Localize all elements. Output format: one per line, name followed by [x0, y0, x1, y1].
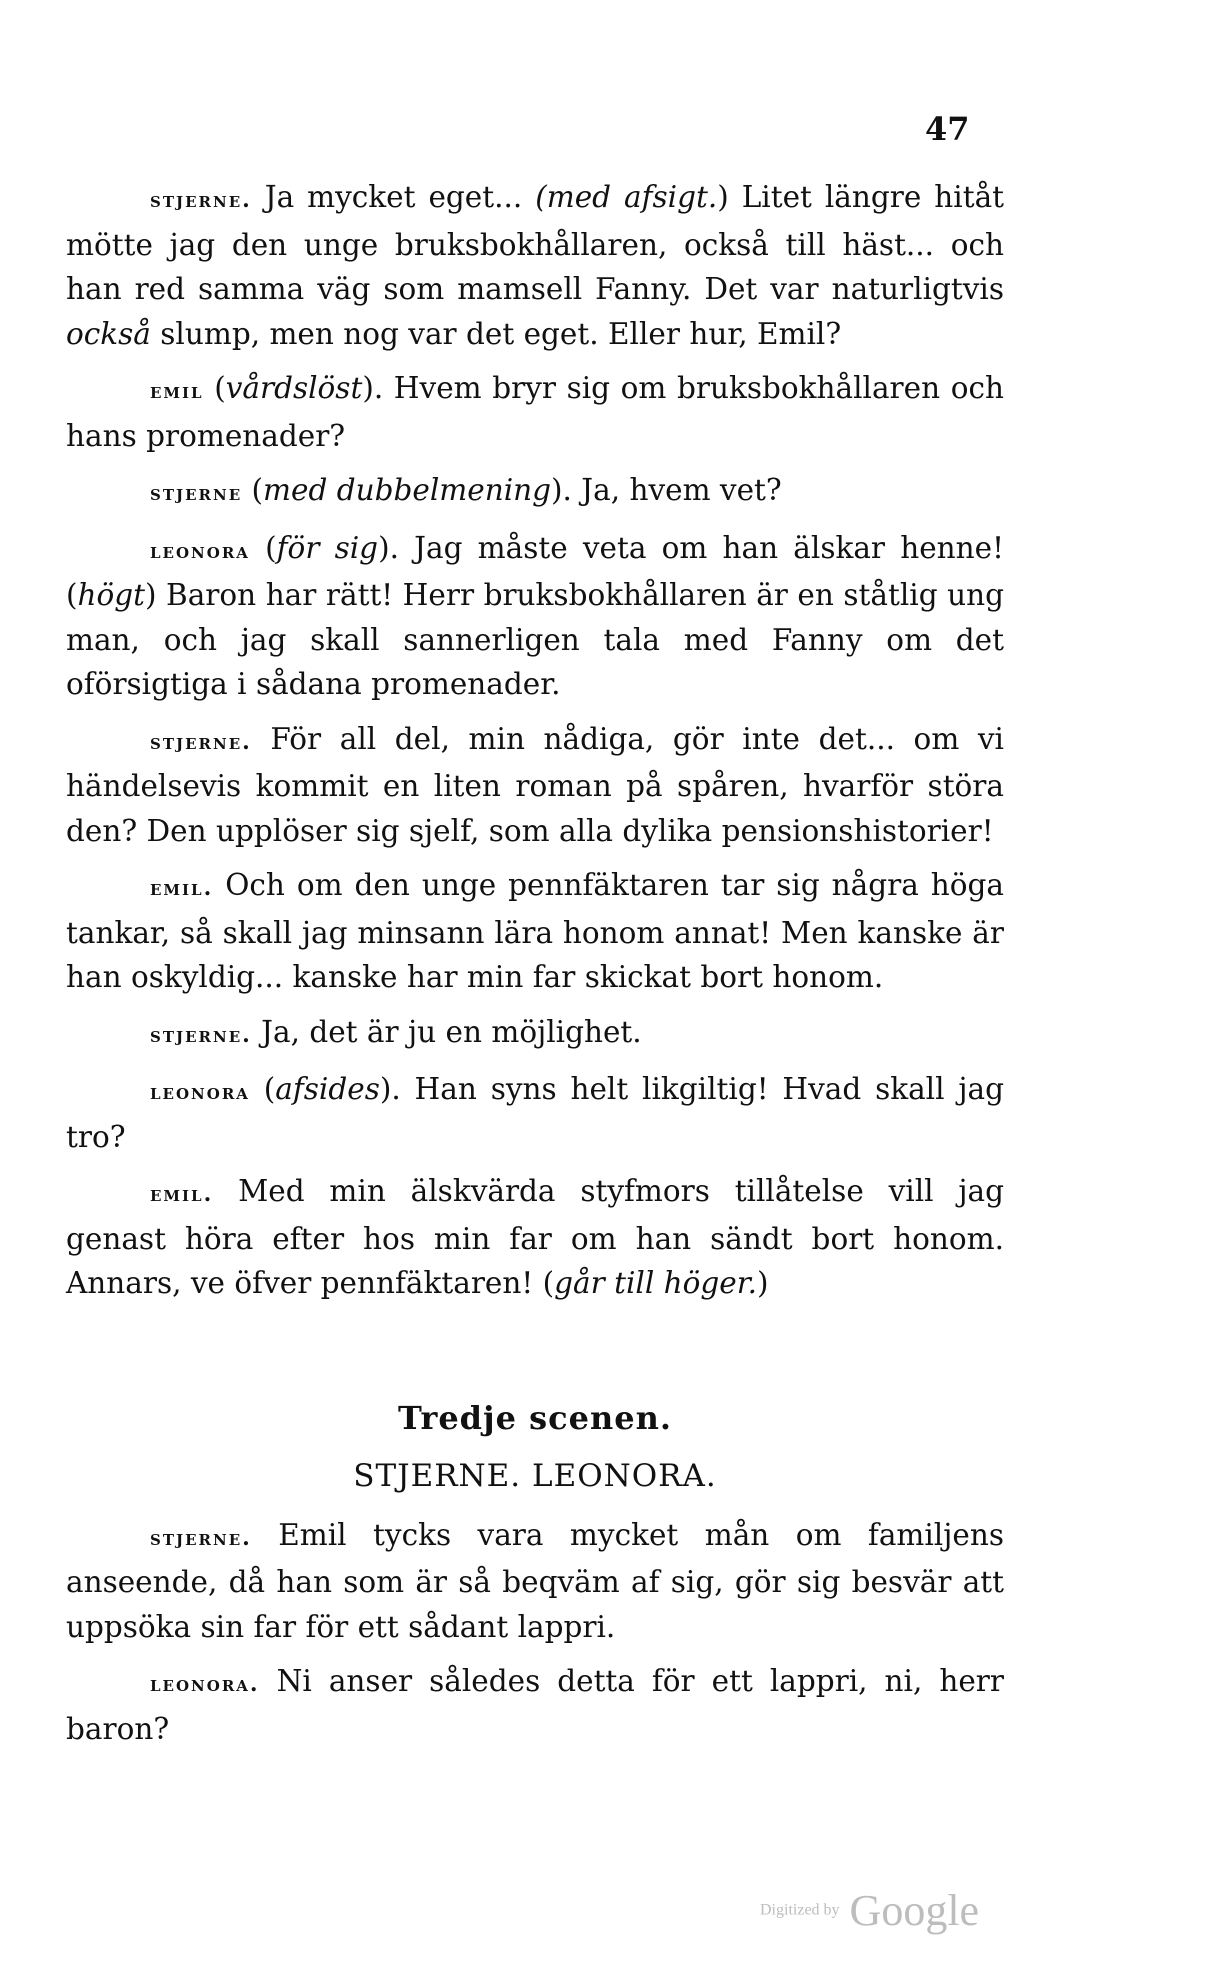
dialogue-text: ). Hvem bryr sig om bruksbokhållaren och hans promenader? — [66, 371, 1005, 453]
stage-direction: afsides — [275, 1072, 380, 1106]
dialogue-text: Ja, det är ju en möjlighet. — [251, 1014, 642, 1049]
dialogue-paragraph — [66, 717, 1004, 854]
stage-direction: (med afsigt. — [535, 180, 718, 214]
dialogue-paragraph — [66, 526, 1004, 707]
speaker-name: leonora. — [150, 1671, 260, 1697]
digitized-watermark — [760, 1885, 979, 1936]
dialogue-text: Och om den unge pennfäktaren tar sig några höga tankar, så skall jag minsann lära honom annat! Men kanske är han oskyldig... kanske har min far skickat bort honom. — [66, 868, 1004, 994]
dialogue-text: Ja mycket eget... — [251, 180, 536, 214]
dialogue-paragraph — [66, 468, 1004, 516]
speaker-name: emil. — [150, 1181, 214, 1207]
dialogue-section-1 — [66, 175, 1004, 1306]
dialogue-paragraph — [66, 1513, 1004, 1650]
dialogue-paragraph — [66, 1067, 1004, 1159]
scene-title: Tredje scenen. — [397, 1398, 673, 1437]
dialogue-paragraph — [66, 863, 1004, 1000]
dialogue-text: Ni anser således detta för ett lappri, ni, herr baron? — [66, 1664, 1004, 1746]
dialogue-section-2 — [66, 1513, 1004, 1752]
speaker-name: stjerne. — [150, 187, 252, 213]
stage-direction: för sig — [276, 530, 379, 565]
dialogue-paragraph — [66, 366, 1004, 458]
page-number: 47 — [925, 110, 970, 148]
dialogue-text: ( — [203, 371, 226, 405]
dialogue-paragraph — [66, 1169, 1004, 1306]
speaker-name: leonora — [150, 537, 250, 564]
dialogue-text: ( — [249, 530, 277, 565]
dialogue-text: ). Han syns helt likgiltig! Hvad skall jag tro? — [66, 1072, 1004, 1154]
watermark-small-text: Digitized by — [760, 1901, 840, 1919]
dialogue-paragraph — [66, 1659, 1004, 1751]
speaker-name: leonora — [150, 1079, 250, 1105]
dialogue-text: ). Ja, hvem vet? — [551, 473, 782, 507]
speaker-name: stjerne. — [150, 1021, 252, 1048]
dialogue-text: slump, men nog var det eget. Eller hur, Emil? — [150, 316, 842, 351]
dialogue-text: ). Jag måste veta om han älskar henne! ( — [66, 530, 1004, 612]
dialogue-text: ) Litet längre hitåt mötte jag den unge bruksbokhållaren, också till häst... och han red samma väg som mamsell Fanny. Det var naturligtvis — [66, 180, 1005, 306]
dialogue-paragraph — [66, 175, 1004, 356]
dialogue-text: ) — [756, 1266, 769, 1300]
scene-cast: STJERNE. LEONORA. — [353, 1458, 717, 1494]
dialogue-text: ( — [242, 473, 264, 507]
dialogue-text: Med min älskvärda styfmors tillåtelse vill jag genast höra efter hos min far om han sändt bort honom. Annars, ve öfver pennfäktaren! ( — [66, 1174, 1004, 1300]
dialogue-text: ) Baron har rätt! Herr bruksbokhållaren är en ståtlig ung man, och jag skall sannerligen tala med Fanny om det oförsigtiga i sådana promenader. — [66, 578, 1004, 701]
speaker-name: stjerne — [150, 480, 243, 506]
speaker-name: emil. — [150, 875, 214, 901]
speaker-name: emil — [150, 378, 204, 404]
speaker-name: stjerne. — [150, 1524, 252, 1551]
stage-direction: också — [66, 316, 151, 351]
dialogue-text: ( — [249, 1072, 276, 1106]
dialogue-text: Emil tycks vara mycket mån om familjens anseende, då han som är så beqväm af sig, gör sig besvär att uppsöka sin far för ett sådant lappri. — [66, 1517, 1004, 1644]
stage-direction: går till höger. — [554, 1266, 757, 1300]
stage-direction: vårdslöst — [225, 371, 363, 405]
watermark-logo-text: Google — [849, 1886, 980, 1935]
dialogue-text: För all del, min nådiga, gör inte det... om vi händelsevis kommit en liten roman på spåren, hvarför störa den? Den upplöser sig sjelf, som alla dylika pensionshistorier! — [66, 721, 1004, 848]
stage-direction: med dubbelmening — [263, 473, 552, 507]
scene-spacer — [66, 1316, 1004, 1396]
speaker-name: stjerne. — [150, 728, 252, 755]
dialogue-paragraph — [66, 1010, 1004, 1058]
stage-direction: högt — [77, 578, 146, 612]
page-text — [66, 175, 1004, 1761]
